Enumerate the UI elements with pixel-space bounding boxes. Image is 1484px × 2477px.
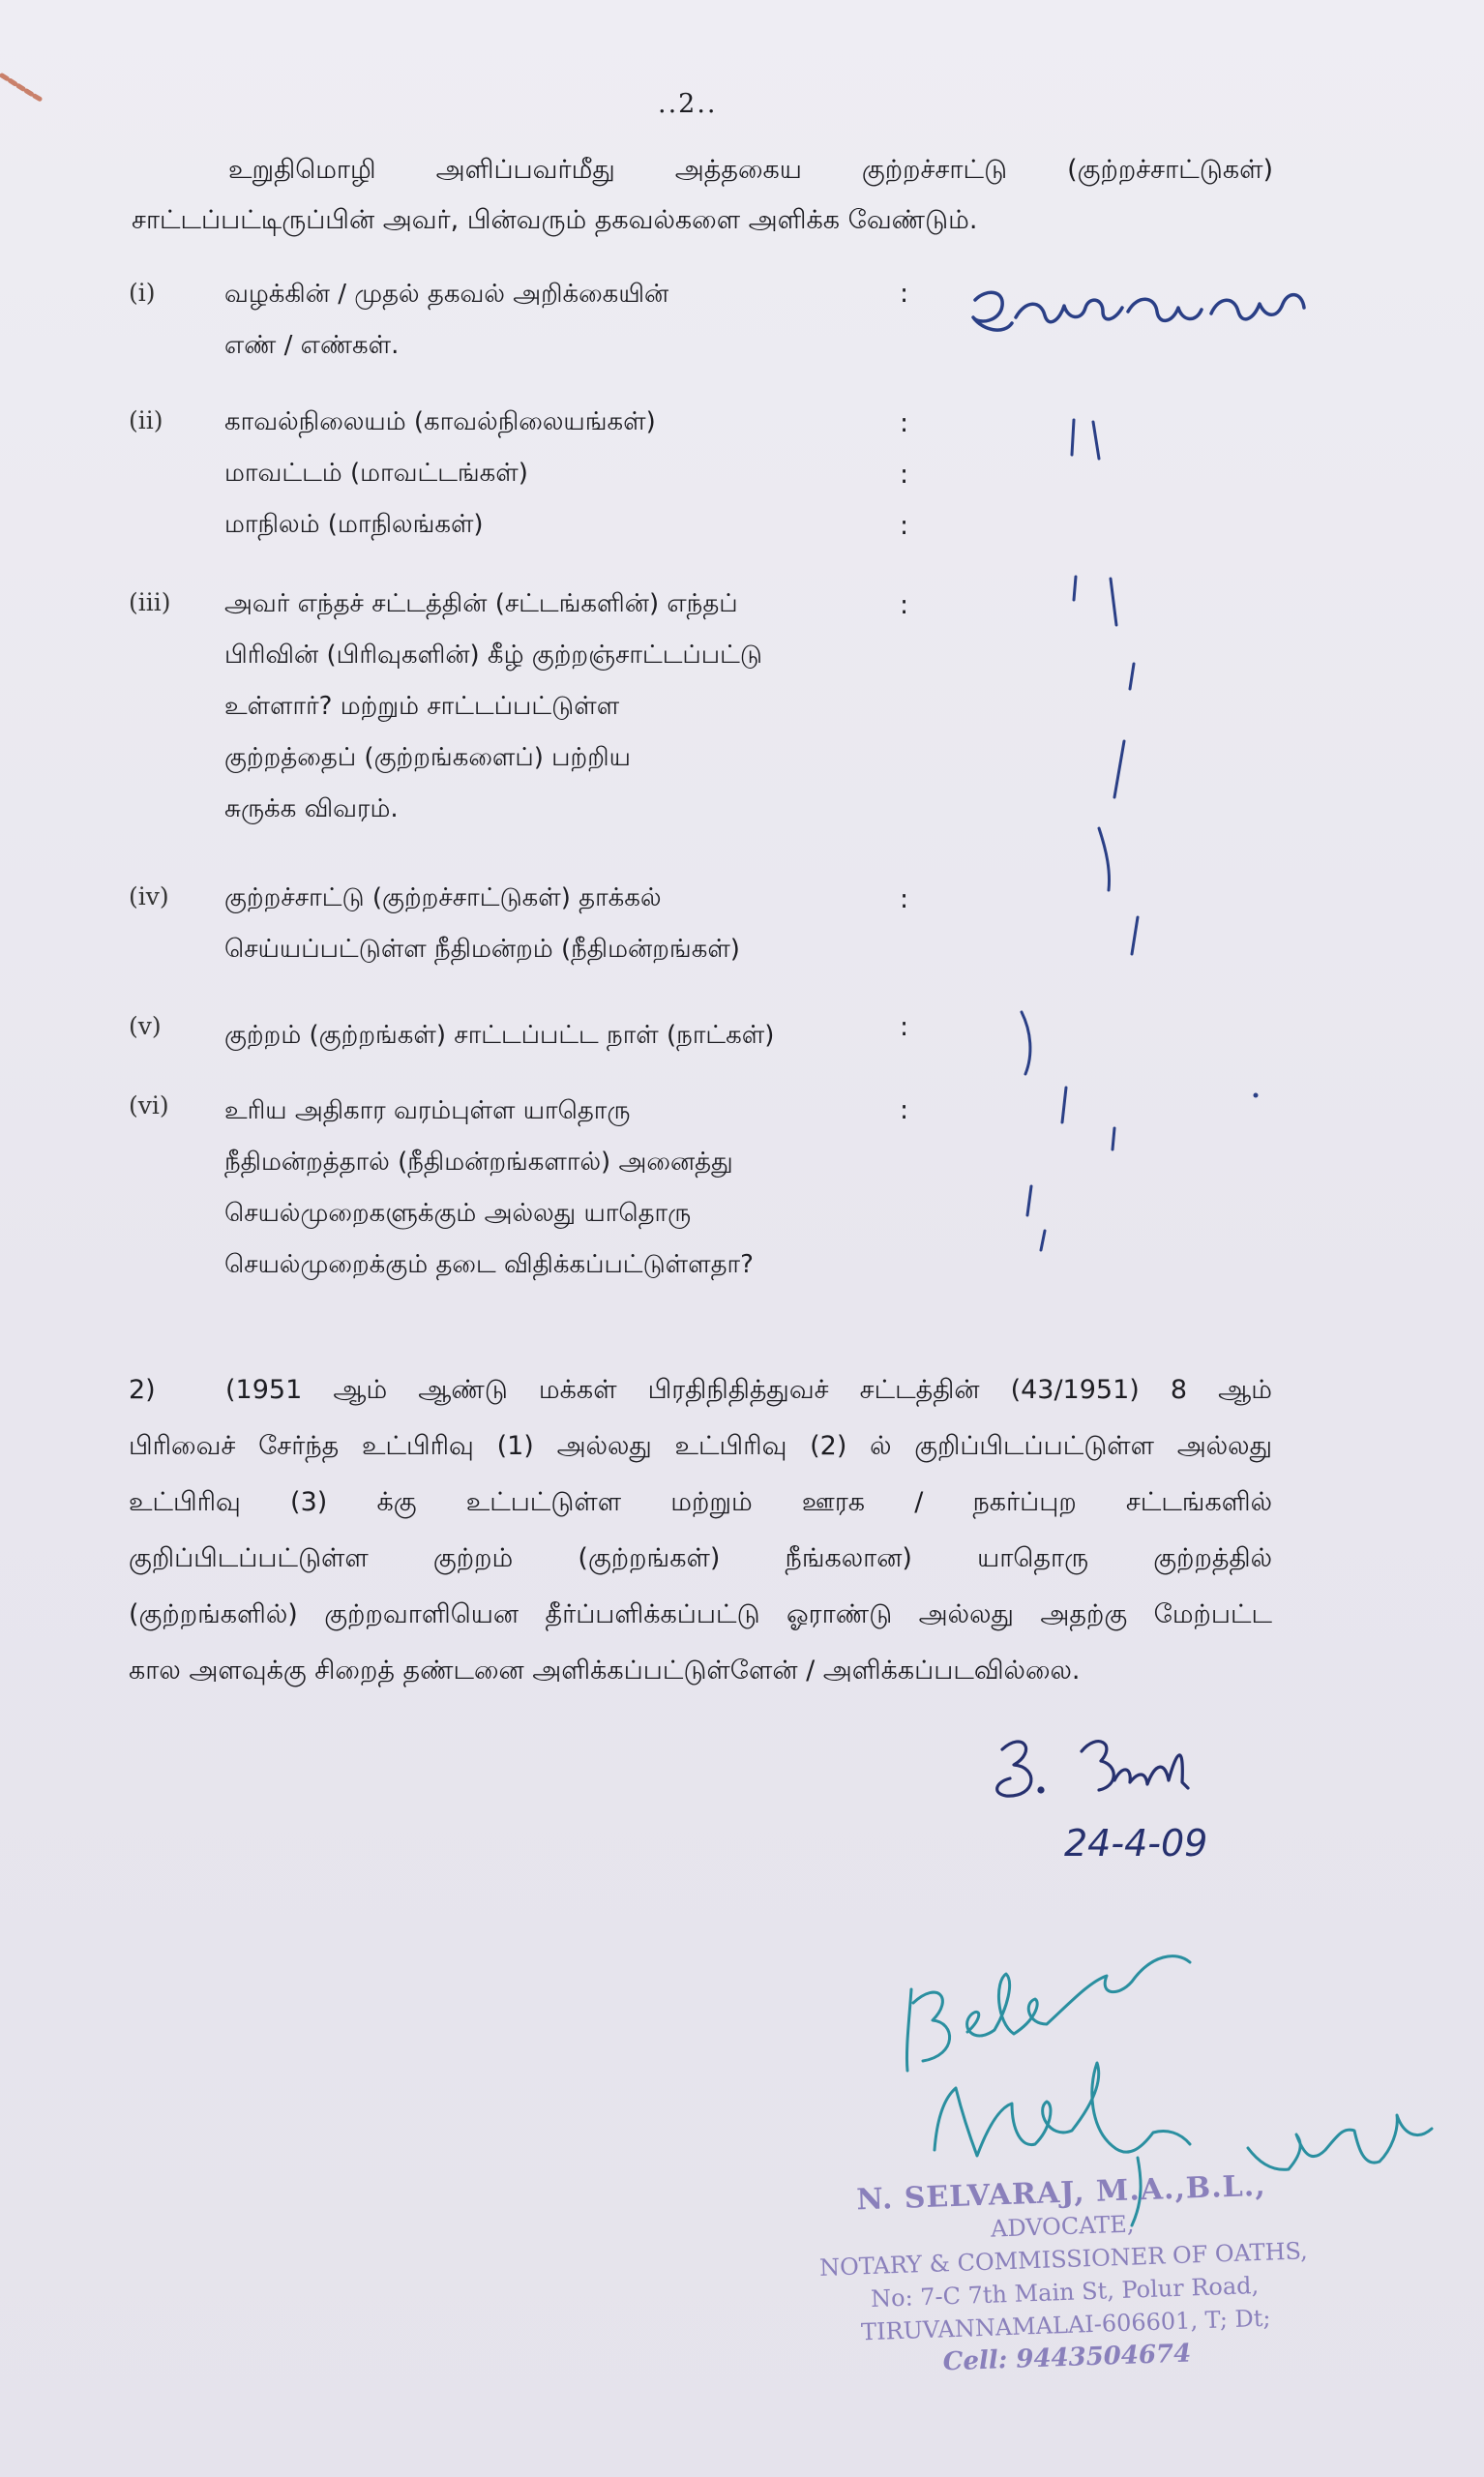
intro-line-1: உறுதிமொழி அளிப்பவர்மீது அத்தகைய குற்றச்சாட்டு (குற்றச்சாட்டுகள்) — [228, 155, 1273, 185]
colon: : — [900, 884, 909, 914]
item-ii-text — [224, 397, 882, 551]
stamp-address-1: No: 7-C 7th Main St, Polur Road, — [870, 2271, 1260, 2313]
item-iv-line-1: குற்றச்சாட்டு (குற்றச்சாட்டுகள்) தாக்கல் — [224, 883, 662, 912]
section-2-line-6: கால அளவுக்கு சிறைத் தண்டனை அளிக்கப்பட்டுள்ளேன் / அளிக்கப்படவில்லை. — [129, 1656, 1081, 1686]
colon: : — [900, 511, 909, 541]
item-iii-line-5: சுருக்க விவரம். — [224, 794, 399, 823]
item-ii-line-1: காவல்நிலையம் (காவல்நிலையங்கள்) — [224, 407, 656, 436]
item-iii-line-3: உள்ளார்? மற்றும் சாட்டப்பட்டுள்ள — [224, 692, 620, 721]
colon: : — [900, 408, 909, 438]
item-i-line-1: வழக்கின் / முதல் தகவல் அறிக்கையின் — [224, 280, 669, 309]
staple-mark-icon — [0, 58, 58, 116]
notary-stamp — [781, 2167, 1349, 2384]
section-2-line-1-text: (1951 ஆம் ஆண்டு மக்கள் பிரதிநிதித்துவச் சட்டத்தின் (43/1951) 8 ஆம் — [225, 1375, 1272, 1405]
item-iii-line-4: குற்றத்தைப் (குற்றங்களைப்) பற்றிய — [224, 743, 631, 772]
section-2-paragraph — [129, 1362, 1272, 1699]
item-i-line-2: எண் / எண்கள். — [224, 331, 400, 360]
item-v-text — [224, 1010, 882, 1061]
item-iv-text — [224, 873, 882, 975]
item-number-vi: (vi) — [129, 1091, 169, 1119]
colon: : — [900, 279, 909, 309]
item-i-text — [224, 269, 882, 372]
item-v-line-1: குற்றம் (குற்றங்கள்) சாட்டப்பட்ட நாள் (நாட்கள்) — [224, 1021, 775, 1050]
signature-date: 24-4-09 — [1064, 1822, 1208, 1865]
handwritten-answer-item-i — [958, 261, 1325, 368]
stamp-title: ADVOCATE, — [990, 2210, 1135, 2243]
stamp-address-2: TIRUVANNAMALAI-606601, T; Dt; — [860, 2304, 1271, 2346]
item-iii-line-1: அவர் எந்தச் சட்டத்தின் (சட்டங்களின்) எந்தப் — [224, 589, 738, 618]
signature-deponent — [977, 1722, 1296, 1887]
colon: : — [900, 460, 909, 490]
stamp-role: NOTARY & COMMISSIONER OF OATHS, — [818, 2237, 1309, 2282]
item-vi-line-1: உரிய அதிகார வரம்புள்ள யாதொரு — [224, 1096, 631, 1125]
item-iii-text — [224, 579, 882, 835]
item-vi-line-3: செயல்முறைகளுக்கும் அல்லது யாதொரு — [224, 1199, 692, 1228]
item-number-v: (v) — [129, 1012, 162, 1040]
item-number-iii: (iii) — [129, 588, 171, 616]
item-number-ii: (ii) — [129, 406, 163, 434]
page-number: ..2.. — [658, 89, 718, 119]
item-ii-line-2: மாவட்டம் (மாவட்டங்கள்) — [224, 459, 528, 488]
item-vi-line-2: நீதிமன்றத்தால் (நீதிமன்றங்களால்) அனைத்து — [224, 1148, 733, 1177]
colon: : — [900, 590, 909, 620]
item-number-i: (i) — [129, 279, 156, 307]
section-2-line-2: பிரிவைச் சேர்ந்த உட்பிரிவு (1) அல்லது உட்பிரிவு (2) ல் குறிப்பிடப்பட்டுள்ள அல்லது — [129, 1431, 1272, 1461]
item-number-iv: (iv) — [129, 882, 169, 910]
item-iii-line-2: பிரிவின் (பிரிவுகளின்) கீழ் குற்றஞ்சாட்டப்பட்டு — [224, 641, 762, 670]
section-2-line-5: (குற்றங்களில்) குற்றவாளியென தீர்ப்பளிக்கப்பட்டு ஓராண்டு அல்லது அதற்கு மேற்பட்ட — [129, 1599, 1272, 1629]
handwritten-ditto-marks — [1006, 406, 1258, 1277]
section-2-line-1 — [129, 1362, 1272, 1418]
stamp-cell: Cell: 9443504674 — [942, 2339, 1192, 2377]
section-2-line-3: உட்பிரிவு (3) க்கு உட்பட்டுள்ள மற்றும் ஊரக / நகர்ப்புற சட்டங்களில் — [129, 1487, 1272, 1517]
intro-paragraph — [132, 145, 1273, 246]
item-iv-line-2: செய்யப்பட்டுள்ள நீதிமன்றம் (நீதிமன்றங்கள்) — [224, 935, 740, 964]
colon: : — [900, 1095, 909, 1125]
item-vi-line-4: செயல்முறைக்கும் தடை விதிக்கப்பட்டுள்ளதா? — [224, 1250, 754, 1279]
section-2-line-4: குறிப்பிடப்பட்டுள்ள குற்றம் (குற்றங்கள்) நீங்கலான) யாதொரு குற்றத்தில் — [129, 1543, 1272, 1573]
item-vi-text — [224, 1086, 882, 1291]
stamp-name: N. SELVARAJ, M.A.,B.L., — [855, 2168, 1267, 2218]
section-2-number: 2) — [129, 1375, 156, 1405]
item-ii-line-3: மாநிலம் (மாநிலங்கள்) — [224, 510, 484, 539]
colon: : — [900, 1012, 909, 1042]
intro-line-2: சாட்டப்பட்டிருப்பின் அவர், பின்வரும் தகவல்களை அளிக்க வேண்டும். — [132, 205, 978, 235]
